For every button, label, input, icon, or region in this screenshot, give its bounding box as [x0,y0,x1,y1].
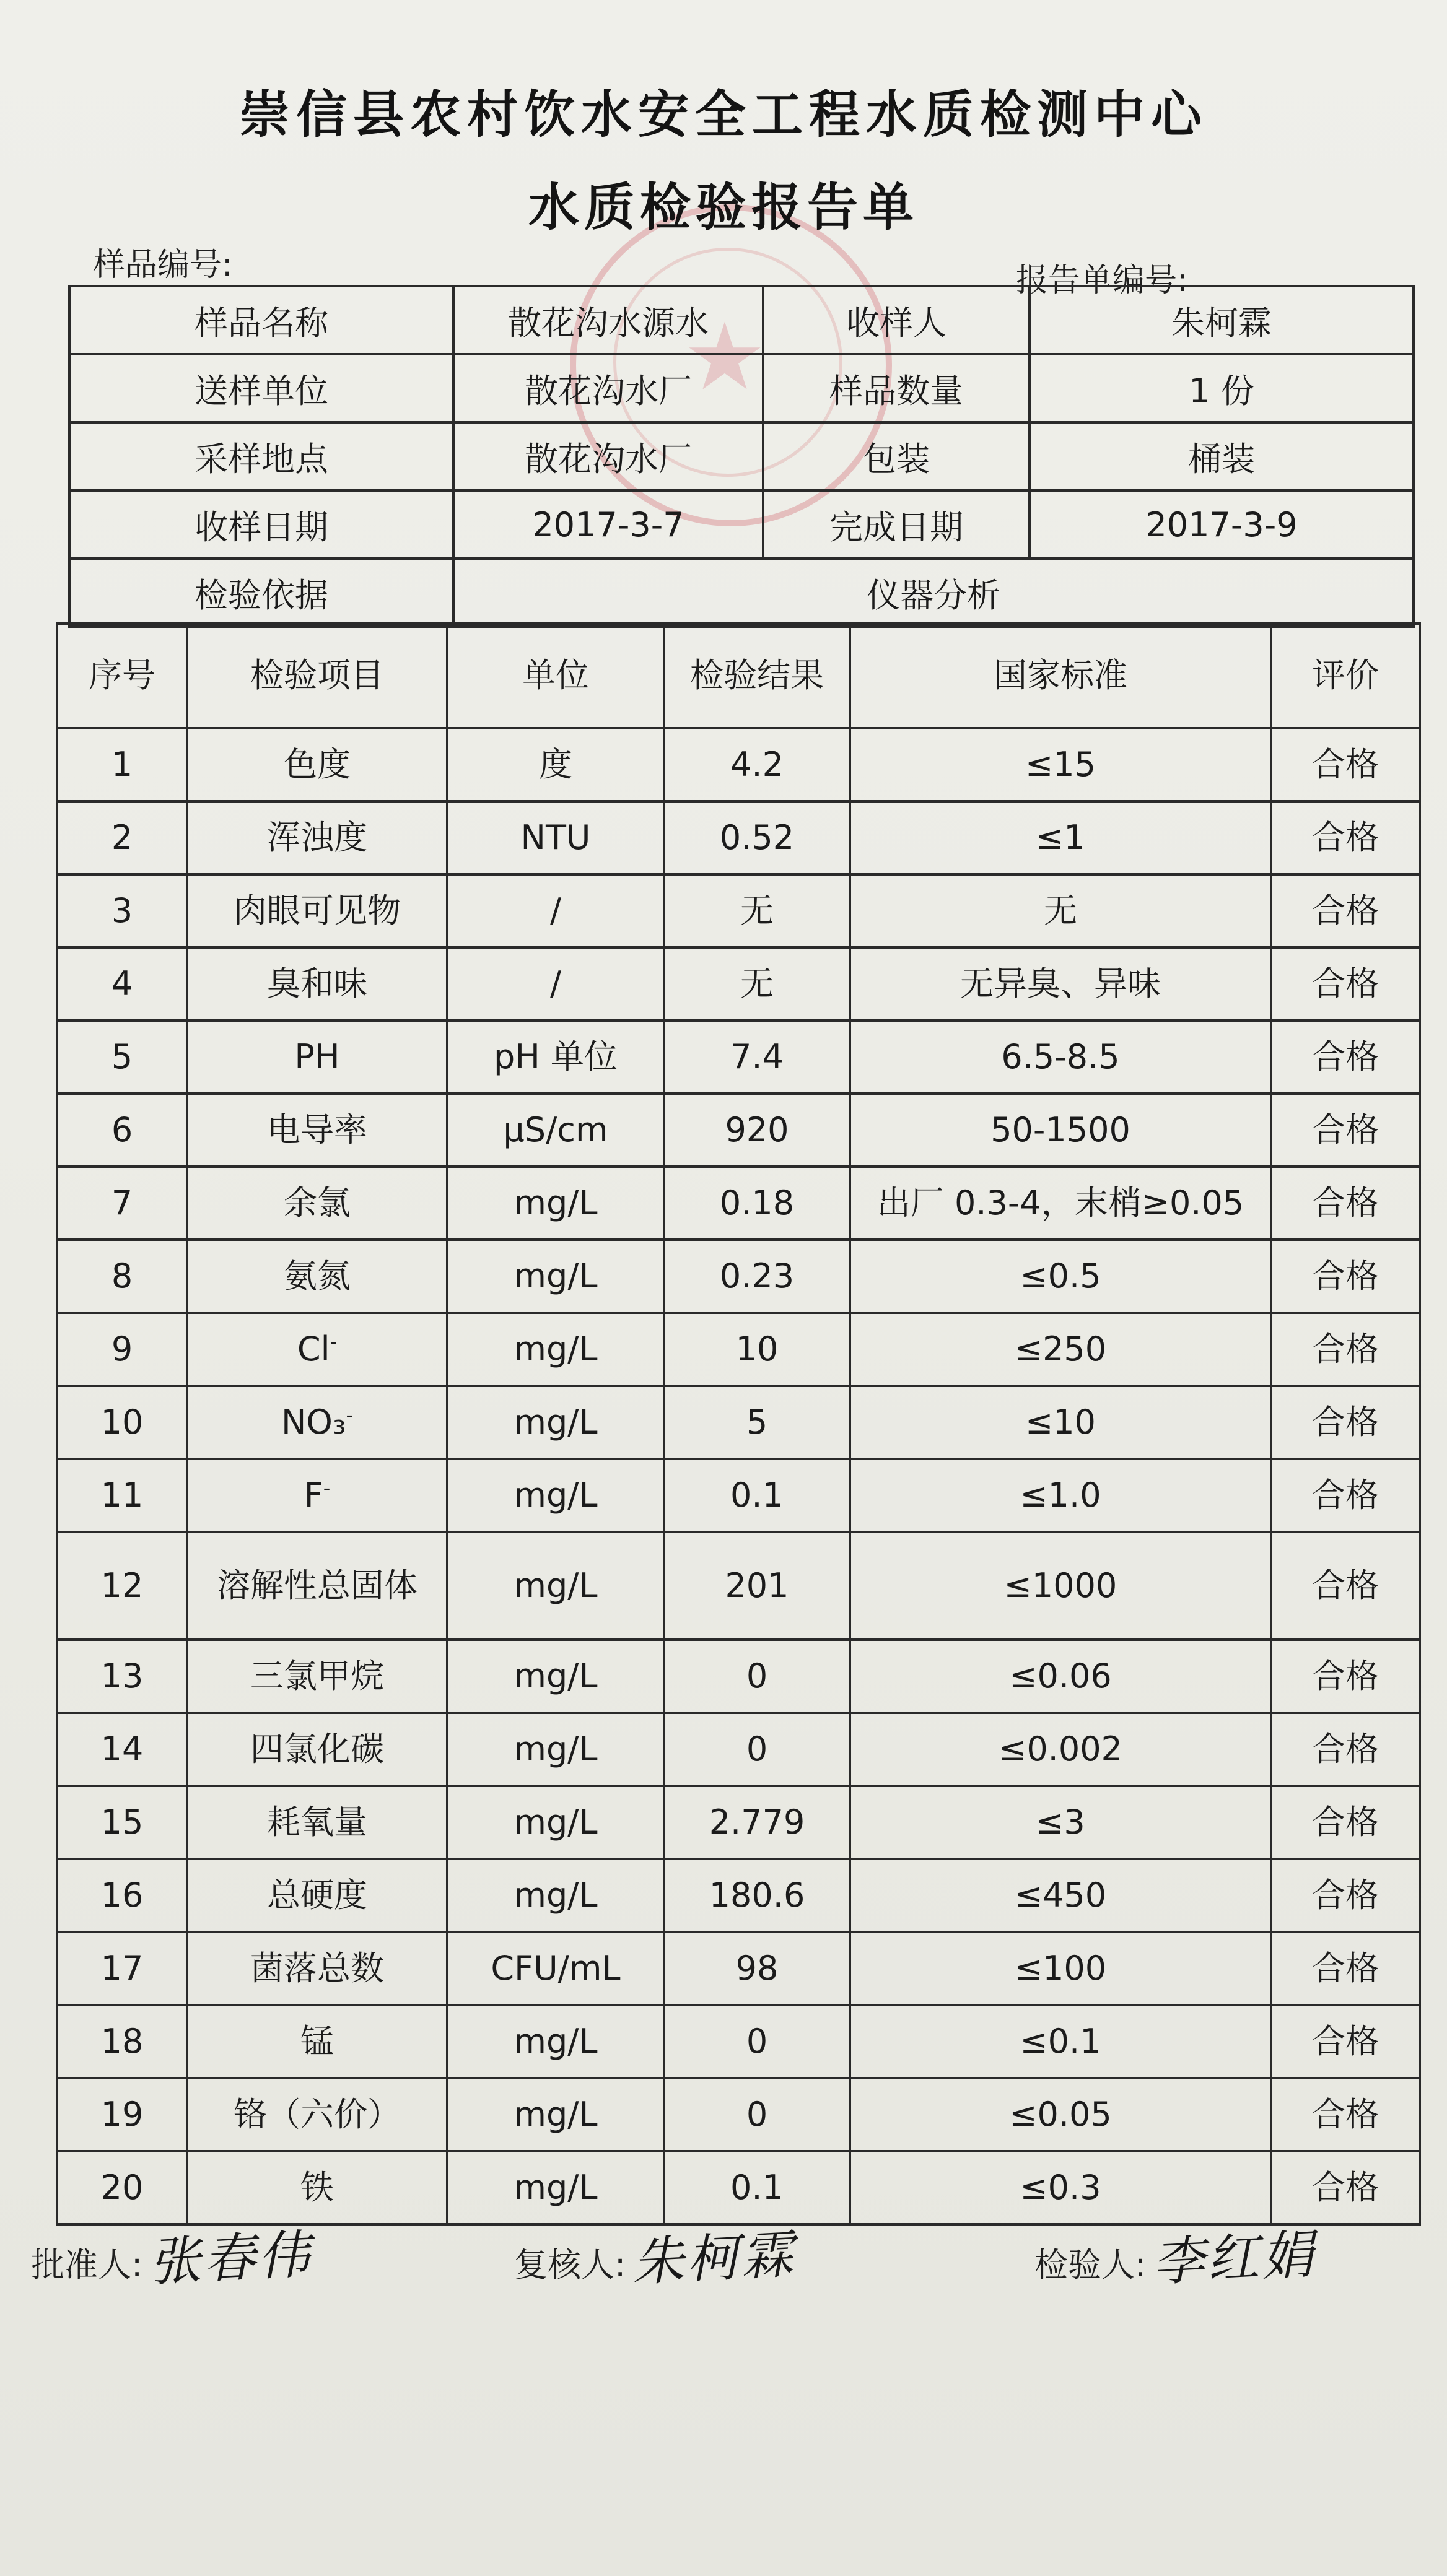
sample-info-table [68,285,1415,628]
cell-unit: / [447,947,664,1020]
cell-unit: / [447,874,664,947]
cell-no: 3 [57,874,187,947]
cell-result: 0.52 [664,801,850,874]
sender-value: 散花沟水厂 [453,354,763,422]
sample-name-value: 散花沟水源水 [453,286,763,354]
cell-unit: NTU [447,801,664,874]
cell-result: 201 [664,1532,850,1640]
approver-label: 批准人: [31,2245,143,2284]
site-value: 散花沟水厂 [453,422,763,490]
cell-item: 菌落总数 [187,1932,447,2005]
cell-grade: 合格 [1271,2151,1420,2224]
report-number-label: 报告单编号: [1016,262,1188,299]
cell-item: 溶解性总固体 [187,1532,447,1640]
cell-item: 氨氮 [187,1240,447,1313]
cell-no: 16 [57,1859,187,1932]
cell-result: 0.1 [664,2151,850,2224]
cell-item [187,1386,447,1459]
cell-unit: mg/L [447,1640,664,1713]
cell-no: 13 [57,1640,187,1713]
cell-standard: 50-1500 [850,1094,1271,1167]
inspector-signature: 李红娟 [1151,2224,1318,2293]
cell-no: 4 [57,947,187,1020]
site-label: 采样地点 [69,422,453,490]
cell-no: 19 [57,2078,187,2151]
cell-standard: 6.5-8.5 [850,1020,1271,1094]
cell-result: 98 [664,1932,850,2005]
cell-result: 920 [664,1094,850,1167]
cell-standard: 无 [850,874,1271,947]
cell-no: 8 [57,1240,187,1313]
info-row [69,559,1414,627]
cell-standard: ≤1000 [850,1532,1271,1640]
document-title: 水质检验报告单 [528,178,919,237]
reviewer-signature: 朱柯霖 [631,2224,797,2293]
cell-result: 2.779 [664,1786,850,1859]
cell-no: 11 [57,1459,187,1532]
table-row [57,1094,1420,1167]
cell-unit: mg/L [447,1532,664,1640]
cell-standard: ≤0.1 [850,2005,1271,2078]
col-header-grade: 评价 [1271,624,1420,728]
cell-grade: 合格 [1271,1094,1420,1167]
cell-grade: 合格 [1271,1859,1420,1932]
cell-grade: 合格 [1271,2005,1420,2078]
cell-item: PH [187,1020,447,1094]
formula-charge: - [323,1476,331,1500]
cell-item: 浑浊度 [187,801,447,874]
cell-standard: ≤10 [850,1386,1271,1459]
cell-result: 0 [664,2078,850,2151]
cell-grade: 合格 [1271,947,1420,1020]
cell-unit: CFU/mL [447,1932,664,2005]
cell-result: 0 [664,2005,850,2078]
table-row [57,947,1420,1020]
cell-item [187,1459,447,1532]
cell-result: 0.1 [664,1459,850,1532]
cell-no: 20 [57,2151,187,2224]
cell-standard: ≤3 [850,1786,1271,1859]
formula-charge: - [346,1403,354,1427]
cell-unit: mg/L [447,2151,664,2224]
info-row [69,354,1414,422]
table-row [57,1313,1420,1386]
cell-item: 铬（六价） [187,2078,447,2151]
cell-grade: 合格 [1271,1459,1420,1532]
cell-grade: 合格 [1271,728,1420,801]
cell-no: 1 [57,728,187,801]
cell-unit: mg/L [447,2005,664,2078]
info-row [69,422,1414,490]
cell-unit: mg/L [447,1240,664,1313]
cell-no: 10 [57,1386,187,1459]
cell-standard: ≤450 [850,1859,1271,1932]
cell-result: 5 [664,1386,850,1459]
cell-no: 12 [57,1532,187,1640]
receiver-value: 朱柯霖 [1030,286,1414,354]
formula-base: F [304,1476,323,1515]
cell-standard: ≤250 [850,1313,1271,1386]
col-header-standard: 国家标准 [850,624,1271,728]
cell-grade: 合格 [1271,801,1420,874]
cell-no: 6 [57,1094,187,1167]
cell-item: 耗氧量 [187,1786,447,1859]
cell-item: 电导率 [187,1094,447,1167]
cell-no: 18 [57,2005,187,2078]
table-row [57,1932,1420,2005]
cell-grade: 合格 [1271,1240,1420,1313]
cell-item: 四氯化碳 [187,1713,447,1786]
results-table [56,622,1421,2226]
cell-grade: 合格 [1271,1386,1420,1459]
quantity-label: 样品数量 [763,354,1030,422]
cell-unit: mg/L [447,1459,664,1532]
cell-item: 肉眼可见物 [187,874,447,947]
table-row [57,2005,1420,2078]
cell-no: 9 [57,1313,187,1386]
cell-no: 15 [57,1786,187,1859]
cell-result: 0 [664,1713,850,1786]
table-row [57,2078,1420,2151]
cell-result: 0 [664,1640,850,1713]
sender-label: 送样单位 [69,354,453,422]
package-value: 桶装 [1030,422,1414,490]
table-row [57,1386,1420,1459]
table-row [57,1459,1420,1532]
complete-date-label: 完成日期 [763,490,1030,559]
table-row [57,1020,1420,1094]
col-header-no: 序号 [57,624,187,728]
table-row [57,2151,1420,2224]
cell-unit: mg/L [447,1167,664,1240]
table-row [57,1859,1420,1932]
cell-unit: 度 [447,728,664,801]
reviewer-block [514,2217,795,2292]
cell-result: 无 [664,947,850,1020]
cell-result: 10 [664,1313,850,1386]
cell-item: 三氯甲烷 [187,1640,447,1713]
cell-no: 5 [57,1020,187,1094]
cell-no: 2 [57,801,187,874]
table-row [57,1532,1420,1640]
results-body [57,728,1420,2224]
table-row [57,1713,1420,1786]
complete-date-value: 2017-3-9 [1030,490,1414,559]
cell-unit: pH 单位 [447,1020,664,1094]
cell-unit: mg/L [447,1713,664,1786]
col-header-unit: 单位 [447,624,664,728]
receive-date-label: 收样日期 [69,490,453,559]
quantity-value: 1 份 [1030,354,1414,422]
cell-unit: mg/L [447,1313,664,1386]
formula-charge: - [330,1330,338,1354]
seal-star-icon: ★ [683,303,767,411]
cell-standard: ≤0.05 [850,2078,1271,2151]
receive-date-value: 2017-3-7 [453,490,763,559]
sample-number-label: 样品编号: [93,246,233,284]
cell-item: 铁 [187,2151,447,2224]
inspector-block [1034,2217,1316,2292]
package-label: 包装 [763,422,1030,490]
cell-standard: 无异臭、异味 [850,947,1271,1020]
basis-value: 仪器分析 [453,559,1414,627]
approver-signature: 张春伟 [147,2224,314,2293]
cell-grade: 合格 [1271,1532,1420,1640]
results-header-row [57,624,1420,728]
table-row [57,801,1420,874]
col-header-item: 检验项目 [187,624,447,728]
table-row [57,1640,1420,1713]
cell-item: 总硬度 [187,1859,447,1932]
cell-standard: ≤1.0 [850,1459,1271,1532]
sample-name-label: 样品名称 [69,286,453,354]
cell-result: 7.4 [664,1020,850,1094]
cell-item: 臭和味 [187,947,447,1020]
cell-item: 锰 [187,2005,447,2078]
info-row [69,490,1414,559]
cell-unit: mg/L [447,2078,664,2151]
cell-no: 7 [57,1167,187,1240]
approver-block [31,2217,312,2292]
cell-standard: 出厂 0.3-4，末梢≥0.05 [850,1167,1271,1240]
reviewer-label: 复核人: [514,2245,626,2284]
cell-unit: mg/L [447,1386,664,1459]
table-row [57,1167,1420,1240]
cell-grade: 合格 [1271,874,1420,947]
cell-standard: ≤15 [850,728,1271,801]
table-row [57,1240,1420,1313]
cell-item: 色度 [187,728,447,801]
cell-result: 0.23 [664,1240,850,1313]
cell-grade: 合格 [1271,1020,1420,1094]
cell-standard: ≤0.3 [850,2151,1271,2224]
cell-grade: 合格 [1271,1932,1420,2005]
cell-item [187,1313,447,1386]
cell-standard: ≤0.002 [850,1713,1271,1786]
cell-standard: ≤1 [850,801,1271,874]
cell-standard: ≤0.06 [850,1640,1271,1713]
cell-grade: 合格 [1271,1313,1420,1386]
info-row [69,286,1414,354]
cell-result: 无 [664,874,850,947]
formula-base: NO₃ [281,1403,346,1442]
cell-no: 17 [57,1932,187,2005]
cell-grade: 合格 [1271,1786,1420,1859]
cell-standard: ≤100 [850,1932,1271,2005]
cell-grade: 合格 [1271,1713,1420,1786]
receiver-label: 收样人 [763,286,1030,354]
cell-grade: 合格 [1271,1640,1420,1713]
cell-item: 余氯 [187,1167,447,1240]
basis-label: 检验依据 [69,559,453,627]
cell-unit: μS/cm [447,1094,664,1167]
cell-result: 0.18 [664,1167,850,1240]
organization-title: 崇信县农村饮水安全工程水质检测中心 [238,85,1208,144]
cell-result: 180.6 [664,1859,850,1932]
cell-grade: 合格 [1271,1167,1420,1240]
cell-standard: ≤0.5 [850,1240,1271,1313]
cell-result: 4.2 [664,728,850,801]
table-row [57,874,1420,947]
col-header-result: 检验结果 [664,624,850,728]
formula-base: Cl [297,1329,330,1369]
cell-unit: mg/L [447,1859,664,1932]
cell-grade: 合格 [1271,2078,1420,2151]
cell-no: 14 [57,1713,187,1786]
table-row [57,728,1420,801]
cell-unit: mg/L [447,1786,664,1859]
table-row [57,1786,1420,1859]
inspector-label: 检验人: [1034,2245,1147,2284]
